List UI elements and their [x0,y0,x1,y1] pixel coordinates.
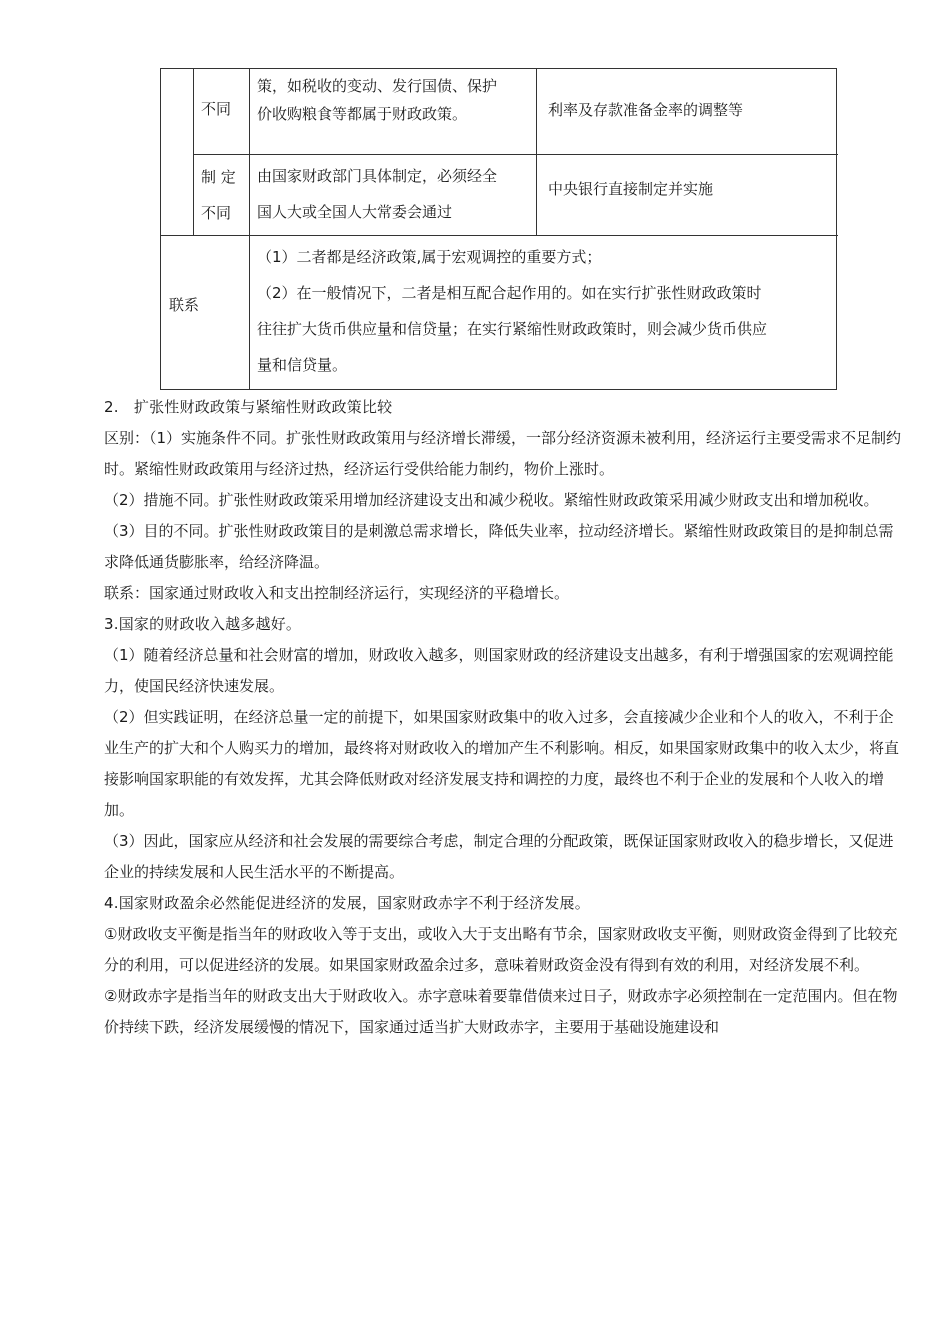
table-divider [249,69,250,390]
table-divider [193,154,838,155]
table-cell-monetary: 中央银行直接制定并实施 [548,180,714,198]
table-divider [536,69,537,235]
body-text [104,392,904,1043]
table-divider [161,235,838,236]
section-heading: 2. 扩张性财政政策与紧缩性财政政策比较 [104,398,393,416]
table-row-label: 不同 [201,100,232,118]
paragraph: ①财政收支平衡是指当年的财政收入等于支出，或收入大于支出略有节余，国家财政收支平衡，则财政资金得到了比较充分的利用，可以促进经济的发展。如果国家财政盈余过多，意味着财政资金没有得到有效的利用，对经济发展不利。 [104,925,898,974]
section-heading: 4.国家财政盈余必然能促进经济的发展，国家财政赤字不利于经济发展。 [104,894,590,912]
table-cell-link: （1）二者都是经济政策,属于宏观调控的重要方式； （2）在一般情况下，二者是相互配合起作用的。如在实行扩张性财政政策时 往往扩大货币供应量和信贷量；在实行紧缩性财政政策时，则会减少货币供应 量和信贷量。 [257,248,768,374]
paragraph: （2）但实践证明，在经济总量一定的前提下，如果国家财政集中的收入过多，会直接减少企业和个人的收入，不利于企业生产的扩大和个人购买力的增加，最终将对财政收入的增加产生不利影响。相反，如果国家财政集中的收入太少，将直接影响国家职能的有效发挥，尤其会降低财政对经济发展支持和调控的力度，最终也不利于企业的发展和个人收入的增加。 [104,708,900,819]
table-cell-fiscal: 由国家财政部门具体制定，必须经全 国人大或全国人大常委会通过 [257,167,498,221]
paragraph: 联系：国家通过财政收入和支出控制经济运行，实现经济的平稳增长。 [104,584,570,602]
comparison-table [160,68,837,390]
paragraph: （1）随着经济总量和社会财富的增加，财政收入越多，则国家财政的经济建设支出越多，有利于增强国家的宏观调控能力，使国民经济快速发展。 [104,646,894,695]
section-heading: 3.国家的财政收入越多越好。 [104,615,302,633]
paragraph: （2）措施不同。扩张性财政政策采用增加经济建设支出和减少税收。紧缩性财政政策采用减少财政支出和增加税收。 [104,491,879,509]
paragraph: 区别：（1）实施条件不同。扩张性财政政策用与经济增长滞缓，一部分经济资源未被利用，经济运行主要受需求不足制约时。紧缩性财政政策用与经济过热，经济运行受供给能力制约，物价上涨时。 [104,429,902,478]
table-cell-fiscal: 策，如税收的变动、发行国债、保护 价收购粮食等都属于财政政策。 [257,77,498,123]
table-row-label: 联系 [169,296,200,314]
table-row-label: 制 定 不同 [201,168,236,222]
table-divider [193,69,194,235]
table-cell-monetary: 利率及存款准备金率的调整等 [548,101,744,119]
paragraph: （3）因此，国家应从经济和社会发展的需要综合考虑，制定合理的分配政策，既保证国家财政收入的稳步增长，又促进企业的持续发展和人民生活水平的不断提高。 [104,832,894,881]
paragraph: （3）目的不同。扩张性财政政策目的是刺激总需求增长，降低失业率，拉动经济增长。紧缩性财政政策目的是抑制总需求降低通货膨胀率，给经济降温。 [104,522,894,571]
paragraph: ②财政赤字是指当年的财政支出大于财政收入。赤字意味着要靠借债来过日子，财政赤字必须控制在一定范围内。但在物价持续下跌，经济发展缓慢的情况下，国家通过适当扩大财政赤字，主要用于基础设施建设和 [104,987,898,1036]
